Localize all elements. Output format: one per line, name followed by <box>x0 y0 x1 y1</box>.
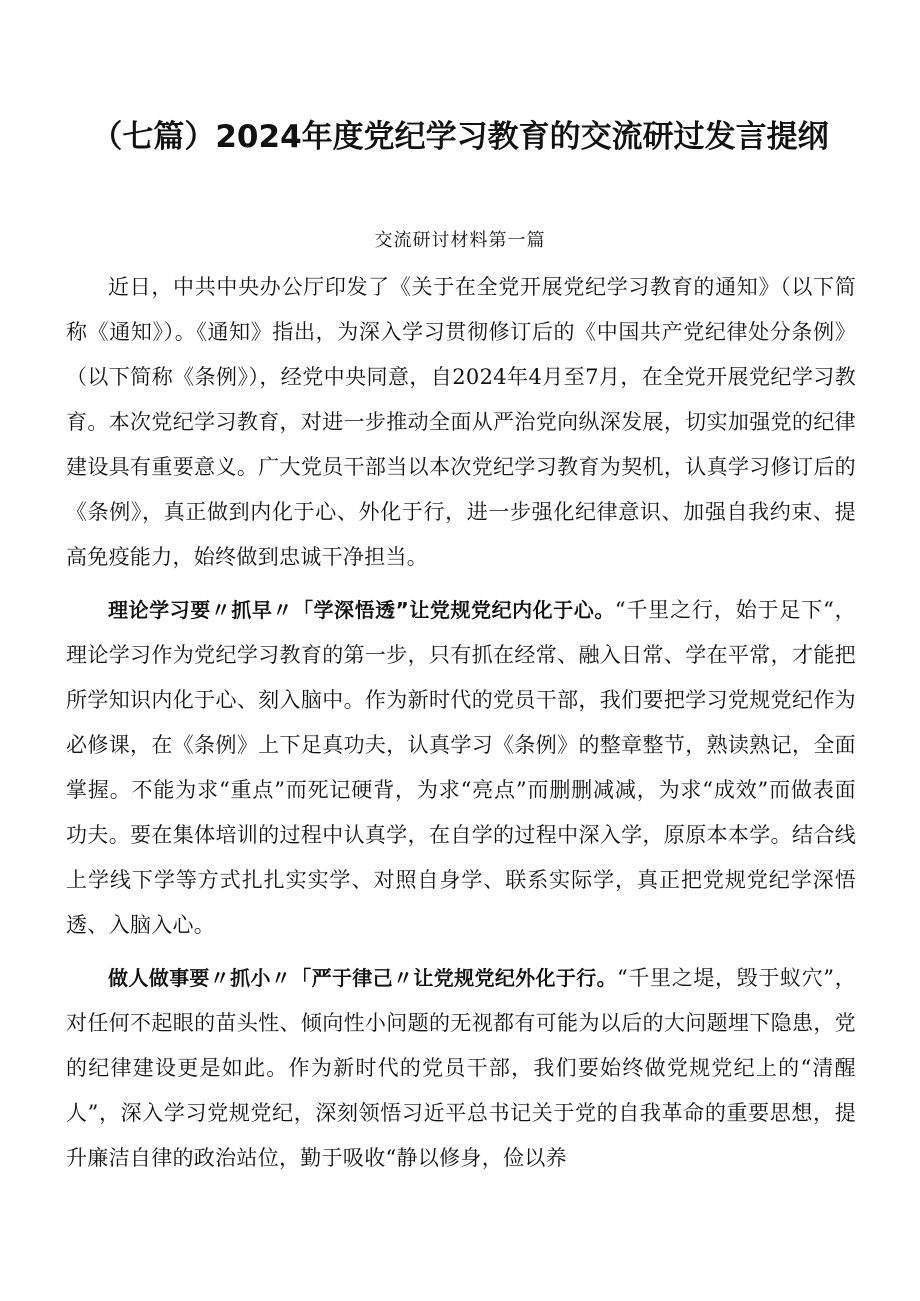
paragraph-2-text: “千里之行，始于足下“，理论学习作为党纪学习教育的第一步，只有抓在经常、融入日常、学在平常，才能把所学知识内化于心、刻入脑中。作为新时代的党员干部，我们要把学习党规党纪作为必修课，在《条例》上下足真功夫，认真学习《条例》的整章整节，熟读熟记，全面掌握。不能为求“重点”而死记硬背，为求“亮点”而删删减减，为求“成效”而做表面功夫。要在集体培训的过程中认真学，在自学的过程中深入学，原原本本学。结合线上学线下学等方式扎扎实实学、对照自身学、联系实际学，真正把党规党纪学深悟透、入脑入心。 <box>66 598 856 937</box>
paragraph-2 <box>66 588 856 948</box>
paragraph-3 <box>66 956 856 1181</box>
section-heading: 交流研讨材料第一篇 <box>374 230 546 251</box>
document-title: （七篇）2024年度党纪学习教育的交流研过发言提纲 <box>91 119 829 155</box>
paragraph-1-text: 近日，中共中央办公厅印发了《关于在全党开展党纪学习教育的通知》（以下简称《通知》）。《通知》指出，为深入学习贯彻修订后的《中国共产党纪律处分条例》（以下简称《条例》），经党中央同意，自2024年4月至7月，在全党开展党纪学习教育。本次党纪学习教育，对进一步推动全面从严治党向纵深发展，切实加强党的纪律建设具有重要意义。广大党员干部当以本次党纪学习教育为契机，认真学习修订后的《条例》，真正做到内化于心、外化于行，进一步强化纪律意识、加强自我约束、提高免疫能力，始终做到忠诚干净担当。 <box>66 275 856 569</box>
paragraph-1 <box>66 265 856 580</box>
paragraph-3-lead: 做人做事要〃抓小〃「严于律己〃让党规党纪外化于行。 <box>108 966 617 990</box>
document-body <box>66 265 856 1181</box>
paragraph-2-lead: 理论学习要〃抓早〃「学深悟透”让党规党纪内化于心。 <box>108 598 615 622</box>
paragraph-3-text: “千里之堤，毁于蚁穴”，对任何不起眼的苗头性、倾向性小问题的无视都有可能为以后的大问题埋下隐患，党的纪律建设更是如此。作为新时代的党员干部，我们要始终做党规党纪上的“清醒人”，深入学习党规党纪，深刻领悟习近平总书记关于党的自我革命的重要思想，提升廉洁自律的政治站位，勤于吸收“静以修身，俭以养 <box>66 966 857 1170</box>
